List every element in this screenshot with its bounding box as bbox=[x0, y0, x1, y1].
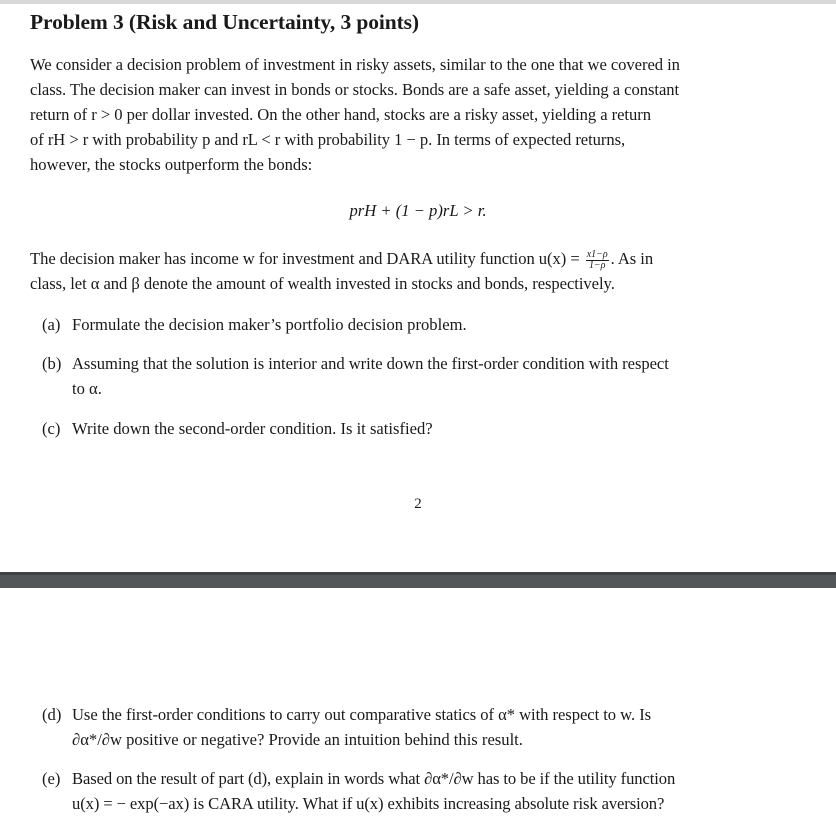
intro-paragraph bbox=[30, 52, 768, 177]
item-line: Based on the result of part (d), explain in words what ∂α*/∂w has to be if the utility function bbox=[72, 769, 676, 788]
page-3 bbox=[0, 588, 836, 831]
item-text bbox=[42, 702, 766, 752]
intro-line: We consider a decision problem of investment in risky assets, similar to the one that we covered in bbox=[30, 55, 680, 74]
item-marker: (e) bbox=[42, 769, 61, 788]
setup-line: class, let α and β denote the amount of wealth invested in stocks and bonds, respectively. bbox=[30, 274, 615, 293]
item-line: Use the first-order conditions to carry out comparative statics of α* with respect to w. Is bbox=[72, 705, 652, 724]
intro-line: however, the stocks outperform the bonds: bbox=[30, 155, 313, 174]
item-text bbox=[42, 312, 766, 337]
item-line: ∂α*/∂w positive or negative? Provide an intuition behind this result. bbox=[72, 730, 523, 749]
item-text bbox=[42, 766, 766, 816]
page-number: 2 bbox=[414, 496, 422, 512]
item-marker: (b) bbox=[42, 354, 62, 373]
item-marker: (d) bbox=[42, 705, 62, 724]
question-item-d bbox=[42, 702, 766, 752]
question-item-b bbox=[42, 351, 766, 401]
intro-line: class. The decision maker can invest in bonds or stocks. Bonds are a safe asset, yielding a constant bbox=[30, 80, 680, 99]
intro-line: of rH > r with probability p and rL < r with probability 1 − p. In terms of expected returns, bbox=[30, 130, 626, 149]
question-item-e bbox=[42, 766, 766, 816]
question-item-a bbox=[42, 312, 766, 337]
page-2 bbox=[0, 4, 836, 572]
item-text bbox=[42, 416, 766, 441]
setup-text: The decision maker has income w for investment and DARA utility function u(x) = bbox=[30, 249, 580, 268]
setup-text: . As in bbox=[610, 249, 654, 268]
item-line: to α. bbox=[72, 379, 102, 398]
expected-return-inequality: prH + (1 − p)rL > r. bbox=[349, 201, 487, 220]
item-marker: (a) bbox=[42, 315, 61, 334]
item-line: Assuming that the solution is interior and write down the first-order condition with respect bbox=[72, 354, 669, 373]
problem-heading: Problem 3 (Risk and Uncertainty, 3 points) bbox=[30, 10, 419, 34]
item-text bbox=[42, 351, 766, 401]
item-line: Formulate the decision maker’s portfolio decision problem. bbox=[72, 315, 467, 334]
fraction-numerator: x1−ρ bbox=[586, 248, 608, 260]
utility-fraction bbox=[586, 250, 609, 271]
setup-line bbox=[30, 246, 768, 271]
item-line: u(x) = − exp(−ax) is CARA utility. What if u(x) exhibits increasing absolute risk aversion? bbox=[72, 794, 665, 813]
setup-paragraph bbox=[30, 246, 768, 296]
page-separator bbox=[0, 572, 836, 588]
fraction-denominator: 1−ρ bbox=[588, 259, 606, 271]
intro-line: return of r > 0 per dollar invested. On the other hand, stocks are a risky asset, yielding a return bbox=[30, 105, 651, 124]
item-marker: (c) bbox=[42, 419, 61, 438]
item-line: Write down the second-order condition. Is it satisfied? bbox=[72, 419, 433, 438]
question-item-c bbox=[42, 416, 766, 441]
